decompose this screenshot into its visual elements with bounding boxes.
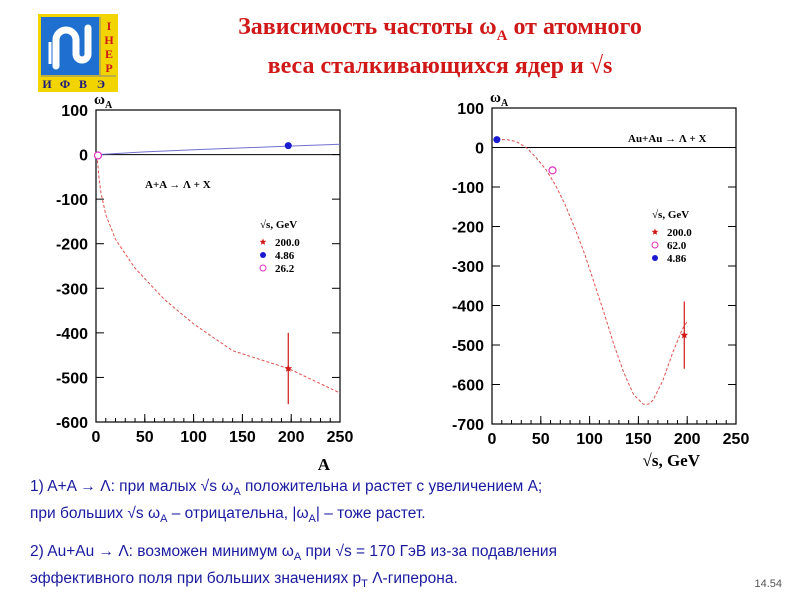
- chart2-ytick-label: -100: [451, 180, 484, 197]
- chart2-legend-marker: [652, 229, 659, 235]
- chart2-point-62.0: [549, 167, 556, 174]
- chart2-xtick-label: 100: [576, 431, 603, 448]
- chart1-xtick-label: 250: [326, 429, 354, 446]
- chart2-ytick-label: -700: [451, 417, 484, 434]
- chart2-ytick-label: -600: [451, 377, 484, 395]
- chart2-legend-marker: [652, 255, 658, 261]
- svg-text:И: И: [42, 77, 52, 91]
- chart2-fit-curve-1: [497, 140, 690, 405]
- chart2-xtick-label: 200: [673, 431, 701, 448]
- svg-text:Н: Н: [104, 33, 114, 47]
- chart2-point-4.86: [493, 136, 500, 143]
- chart1-ytick-label: -200: [55, 236, 88, 254]
- chart1-point-4.86: [285, 142, 292, 149]
- chart2-plot-frame: [492, 108, 736, 424]
- note-1: 1) A+A → Λ: при малых √s $\omega_A$ положительна и растет с увеличением А; при больших √s $\omega_A$ – отрицательна, $|\omega_A|$ – тоже растет.: [30, 478, 543, 526]
- chart1-legend-title: √s, GeV: [260, 219, 298, 231]
- chart1-fit-curve-2: [97, 144, 340, 154]
- chart1-legend-marker: [260, 239, 267, 245]
- chart2-legend-marker: [652, 242, 658, 248]
- chart1-plot-frame: [96, 110, 340, 422]
- chart1-xtick-label: 150: [229, 429, 256, 446]
- chart1-legend-label: 4.86: [275, 250, 295, 262]
- chart1-point-26.2: [94, 152, 101, 159]
- chart2-ytick-label: -200: [451, 219, 484, 237]
- chart1-ylabel: $\omega_A$: [94, 92, 113, 111]
- chart1-ytick-label: -500: [55, 370, 88, 388]
- chart1-ytick-label: -300: [55, 281, 88, 299]
- chart1-legend-label: 26.2: [275, 263, 295, 275]
- chart2-ytick-label: 0: [475, 140, 484, 158]
- svg-text:Р: Р: [105, 61, 113, 75]
- chart2-ytick-label: 100: [457, 101, 484, 118]
- chart1-xtick-label: 0: [91, 429, 101, 446]
- svg-text:В: В: [78, 77, 88, 91]
- chart2-xtick-label: 50: [531, 431, 550, 448]
- chart2-legend-label: 4.86: [667, 253, 687, 265]
- chart2-xtick-label: 250: [722, 431, 750, 448]
- svg-text:І: І: [106, 19, 112, 33]
- svg-text:Э: Э: [96, 77, 106, 91]
- note-2: 2) Au+Au → Λ: возможен минимум $\omega_A$ при √s = 170 ГэВ из-за подавления эффективного поля при больших значениях $p_T$ Λ-гиперона.: [30, 543, 557, 591]
- chart1-reaction-label: A+A → Λ + X: [145, 179, 211, 191]
- chart1-xlabel: A: [317, 455, 330, 470]
- chart2-reaction-label: Au+Au → Λ + X: [628, 133, 707, 145]
- chart1-legend-marker: [260, 265, 266, 271]
- chart1-legend-label: 200.0: [275, 237, 300, 249]
- chart2-xtick-label: 0: [487, 431, 497, 448]
- chart1-xtick-label: 200: [277, 429, 305, 446]
- svg-text:Ф: Ф: [59, 77, 71, 91]
- slide-title: Зависимость частоты $\omega_A$ от атомного веса сталкивающихся ядер и √s: [238, 14, 642, 79]
- chart2-xtick-label: 150: [625, 431, 652, 448]
- chart2-xlabel: √s, GeV: [642, 451, 700, 470]
- chart1-legend-marker: [260, 252, 266, 258]
- chart2-ytick-label: -300: [451, 259, 484, 276]
- chart1-xtick-label: 100: [180, 429, 207, 446]
- chart2-ylabel: $\omega_A$: [490, 90, 509, 109]
- chart2-ytick-label: -500: [451, 338, 484, 355]
- chart1-ytick-label: -400: [55, 325, 88, 343]
- chart1-ytick-label: 0: [79, 147, 88, 165]
- chart2-legend-title: √s, GeV: [652, 209, 690, 221]
- chart1-ytick-label: -600: [55, 415, 88, 432]
- chart2-legend-label: 62.0: [667, 240, 687, 252]
- chart2-ytick-label: -400: [451, 298, 484, 316]
- chart1-ytick-label: 100: [61, 103, 88, 120]
- svg-text:Е: Е: [104, 47, 114, 61]
- chart1-fit-curve-1: [97, 156, 340, 394]
- chart2-legend-label: 200.0: [667, 227, 692, 239]
- page-number: 14.54: [754, 578, 782, 590]
- chart1-xtick-label: 50: [135, 429, 154, 446]
- chart1-ytick-label: -100: [55, 192, 88, 210]
